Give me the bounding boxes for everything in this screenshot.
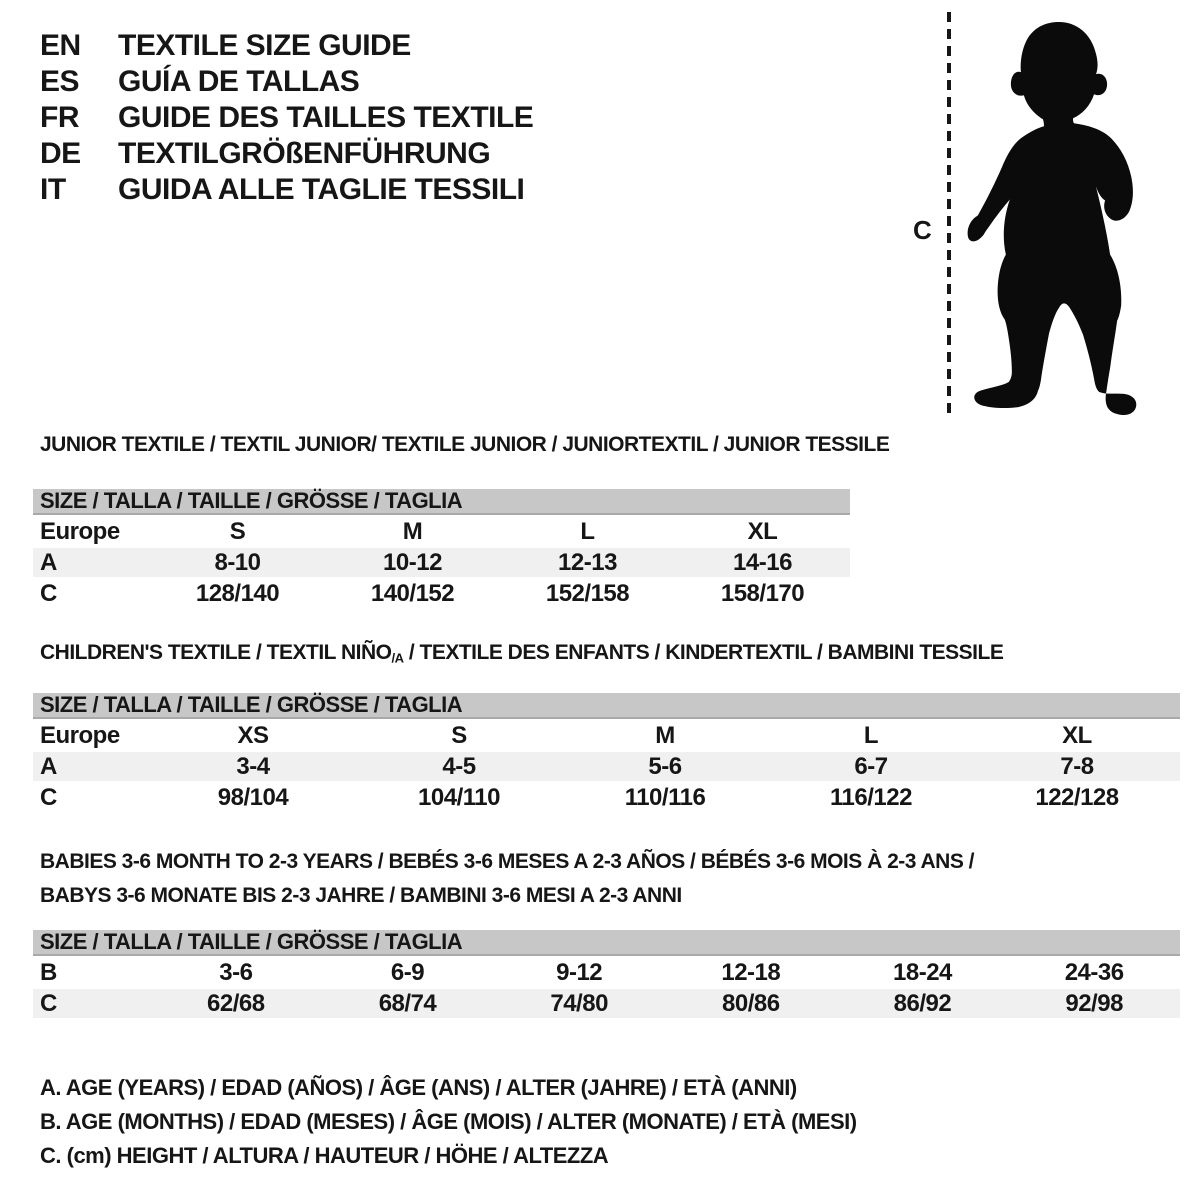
size-cell: 4-5	[356, 751, 562, 782]
language-row	[40, 172, 533, 208]
size-cell: M	[562, 720, 768, 751]
section-junior-textile	[33, 432, 890, 610]
table-row	[33, 988, 1180, 1019]
size-cell: 128/140	[150, 578, 325, 609]
size-cell: 158/170	[675, 578, 850, 609]
section-childrens-textile	[33, 640, 1180, 814]
measure-legend	[40, 1071, 857, 1173]
size-cell: 74/80	[493, 988, 665, 1019]
height-measure-label: C	[913, 215, 932, 245]
size-cell: 98/104	[150, 782, 356, 813]
section-title	[40, 640, 1180, 671]
row-label: C	[33, 782, 150, 813]
row-label: Europe	[33, 516, 150, 547]
size-header-bar: SIZE / TALLA / TAILLE / GRÖSSE / TAGLIA	[33, 693, 1180, 719]
size-cell: 24-36	[1008, 957, 1180, 988]
table-row	[33, 957, 1180, 988]
size-cell: L	[500, 516, 675, 547]
toddler-silhouette-icon	[963, 16, 1165, 422]
size-cell: XL	[974, 720, 1180, 751]
language-row	[40, 28, 533, 64]
size-cell: 62/68	[150, 988, 322, 1019]
size-cell: M	[325, 516, 500, 547]
size-cell: S	[356, 720, 562, 751]
babies-size-table	[33, 956, 1180, 1020]
guide-title: TEXTILE SIZE GUIDE	[118, 29, 411, 62]
row-label: B	[33, 957, 150, 988]
legend-line-c: C. (cm) HEIGHT / ALTURA / HAUTEUR / HÖHE / ALTEZZA	[40, 1143, 609, 1168]
size-cell: 6-7	[768, 751, 974, 782]
size-cell: 8-10	[150, 547, 325, 578]
language-code: EN	[40, 29, 81, 62]
legend-line-b: B. AGE (MONTHS) / EDAD (MESES) / ÂGE (MOIS) / ALTER (MONATE) / ETÀ (MESI)	[40, 1109, 857, 1134]
junior-size-table	[33, 515, 850, 610]
section-babies-textile	[33, 845, 1180, 1020]
section-title-text: / TEXTILE DES ENFANTS / KINDERTEXTIL / BAMBINI TESSILE	[403, 641, 1004, 664]
size-cell: 80/86	[665, 988, 837, 1019]
size-cell: 116/122	[768, 782, 974, 813]
size-cell: 104/110	[356, 782, 562, 813]
size-cell: 122/128	[974, 782, 1180, 813]
size-cell: 68/74	[322, 988, 494, 1019]
table-row	[33, 578, 850, 609]
size-cell: 92/98	[1008, 988, 1180, 1019]
size-cell: 3-4	[150, 751, 356, 782]
size-cell: 5-6	[562, 751, 768, 782]
section-title	[40, 845, 1180, 913]
row-label: C	[33, 988, 150, 1019]
section-title-text: JUNIOR TEXTILE / TEXTIL JUNIOR/ TEXTILE JUNIOR / JUNIORTEXTIL / JUNIOR TESSILE	[40, 433, 890, 456]
language-code: IT	[40, 173, 66, 206]
size-cell: 10-12	[325, 547, 500, 578]
row-label: Europe	[33, 720, 150, 751]
size-cell: 86/92	[837, 988, 1009, 1019]
table-row	[33, 547, 850, 578]
row-label: A	[33, 751, 150, 782]
section-title-text: CHILDREN'S TEXTILE / TEXTIL NIÑO	[40, 641, 392, 664]
size-header-bar: SIZE / TALLA / TAILLE / GRÖSSE / TAGLIA	[33, 489, 850, 515]
legend-line-a: A. AGE (YEARS) / EDAD (AÑOS) / ÂGE (ANS) / ALTER (JAHRE) / ETÀ (ANNI)	[40, 1075, 797, 1100]
table-row	[33, 516, 850, 547]
size-cell: 12-13	[500, 547, 675, 578]
guide-title: GUÍA DE TALLAS	[118, 65, 360, 98]
size-cell: 7-8	[974, 751, 1180, 782]
language-code: ES	[40, 65, 80, 98]
table-row	[33, 720, 1180, 751]
language-row	[40, 100, 533, 136]
section-title-subscript: /A	[391, 650, 404, 666]
language-code: DE	[40, 137, 81, 170]
size-cell: 6-9	[322, 957, 494, 988]
language-row	[40, 136, 533, 172]
size-cell: XS	[150, 720, 356, 751]
guide-title: GUIDE DES TAILLES TEXTILE	[118, 101, 534, 134]
language-row	[40, 64, 533, 100]
height-measure-line	[947, 12, 951, 416]
guide-title: TEXTILGRÖßENFÜHRUNG	[118, 137, 491, 170]
section-title-text: BABYS 3-6 MONATE BIS 2-3 JAHRE / BAMBINI 3-6 MESI A 2-3 ANNI	[40, 884, 682, 907]
row-label: A	[33, 547, 150, 578]
size-cell: 140/152	[325, 578, 500, 609]
language-title-list	[40, 28, 533, 208]
size-cell: 3-6	[150, 957, 322, 988]
size-cell: 110/116	[562, 782, 768, 813]
size-cell: XL	[675, 516, 850, 547]
size-cell: S	[150, 516, 325, 547]
size-cell: L	[768, 720, 974, 751]
size-cell: 12-18	[665, 957, 837, 988]
section-title-text: BABIES 3-6 MONTH TO 2-3 YEARS / BEBÉS 3-6 MESES A 2-3 AÑOS / BÉBÉS 3-6 MOIS À 2-3 ANS /	[40, 850, 975, 873]
table-row	[33, 782, 1180, 813]
size-cell: 152/158	[500, 578, 675, 609]
language-code: FR	[40, 101, 79, 134]
size-cell: 9-12	[493, 957, 665, 988]
children-size-table	[33, 719, 1180, 814]
section-title	[40, 432, 890, 458]
row-label: C	[33, 578, 150, 609]
size-cell: 18-24	[837, 957, 1009, 988]
size-cell: 14-16	[675, 547, 850, 578]
guide-title: GUIDA ALLE TAGLIE TESSILI	[118, 173, 525, 206]
table-row	[33, 751, 1180, 782]
size-header-bar: SIZE / TALLA / TAILLE / GRÖSSE / TAGLIA	[33, 930, 1180, 956]
